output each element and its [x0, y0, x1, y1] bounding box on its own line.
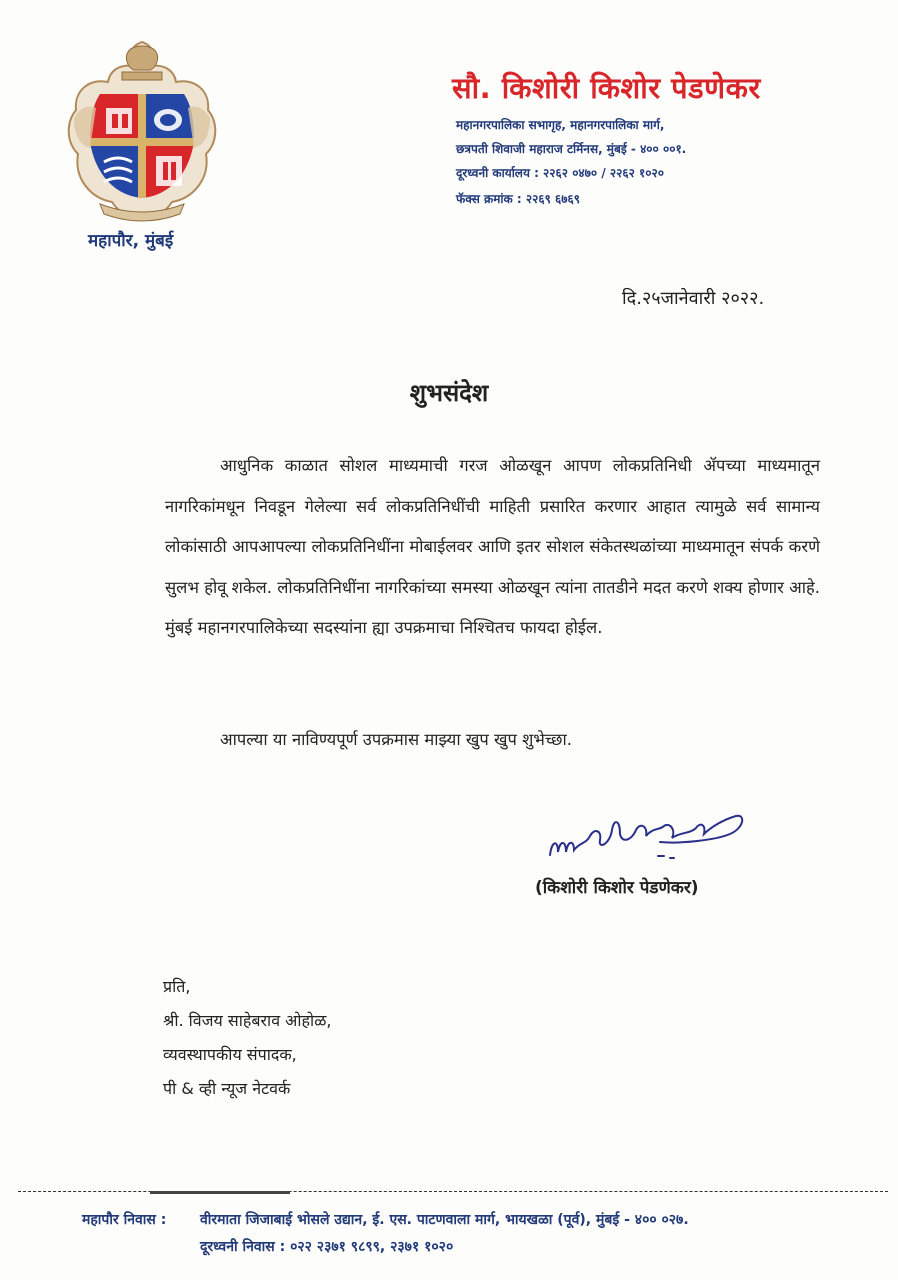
letter-date: दि.२५जानेवारी २०२२. — [622, 288, 765, 309]
closing-line: आपल्या या नाविण्यपूर्ण उपक्रमास माझ्या खुप खुप शुभेच्छा. — [220, 730, 573, 749]
signer-name: (किशोरी किशोर पेडणेकर) — [535, 878, 699, 898]
recipient-block — [163, 970, 331, 1106]
mayor-name-heading: सौ. किशोरी किशोर पेडणेकर — [452, 71, 761, 105]
office-phone: दूरध्वनी कार्यालय : २२६२ ०४७० / २२६२ १०२० — [456, 166, 664, 180]
recipient-organization: पी & व्ही न्यूज नेटवर्क — [163, 1079, 291, 1098]
recipient-prefix: प्रति, — [163, 977, 191, 996]
address-line-2: छत्रपती शिवाजी महाराज टर्मिनस, मुंबई - ४०० ००१. — [456, 142, 687, 156]
letter-body — [165, 446, 820, 649]
residence-address: वीरमाता जिजाबाई भोसले उद्यान, ई. एस. पाटणवाला मार्ग, भायखळा (पूर्व), मुंबई - ४०० ०२७. — [200, 1212, 689, 1228]
footer-divider — [18, 1191, 888, 1192]
recipient-designation: व्यवस्थापकीय संपादक, — [163, 1045, 297, 1064]
residence-phone: दूरध्वनी निवास : ०२२ २३७१ ९८९९, २३७१ १०२० — [200, 1239, 454, 1255]
emblem-caption: महापौर, मुंबई — [88, 231, 174, 251]
fax-number: फॅक्स क्रमांक : २२६९ ६७६९ — [456, 192, 580, 206]
body-paragraph: आधुनिक काळात सोशल माध्यमाची गरज ओळखून आपण लोकप्रतिनिधी ॲपच्या माध्यमातून नागरिकांमधून निवडून गेलेल्या सर्व लोकप्रतिनिधींची माहिती प्रसारित करणार आहात त्यामुळे सर्व सामान्य लोकांसाठी आपआपल्या लोकप्रतिनिधींना मोबाईलवर आणि इतर सोशल संकेतस्थळांच्या माध्यमातून संपर्क करणे सुलभ होवू शकेल. लोकप्रतिनिधींना नागरिकांच्या समस्या ओळखून त्यांना तातडीने मदत करणे शक्य होणार आहे. मुंबई महानगरपालिकेच्या सदस्यांना ह्या उपक्रमाचा निश्चितच फायदा होईल. — [165, 456, 820, 637]
address-line-1: महानगरपालिका सभागृह, महानगरपालिका मार्ग, — [456, 118, 665, 132]
letter-subject: शुभसंदेश — [409, 379, 489, 407]
recipient-name: श्री. विजय साहेबराव ओहोळ, — [163, 1011, 332, 1030]
bmc-emblem-icon — [60, 38, 225, 223]
footer-divider-accent — [150, 1191, 290, 1194]
signature-icon — [540, 800, 750, 870]
residence-label: महापौर निवास : — [82, 1212, 167, 1228]
